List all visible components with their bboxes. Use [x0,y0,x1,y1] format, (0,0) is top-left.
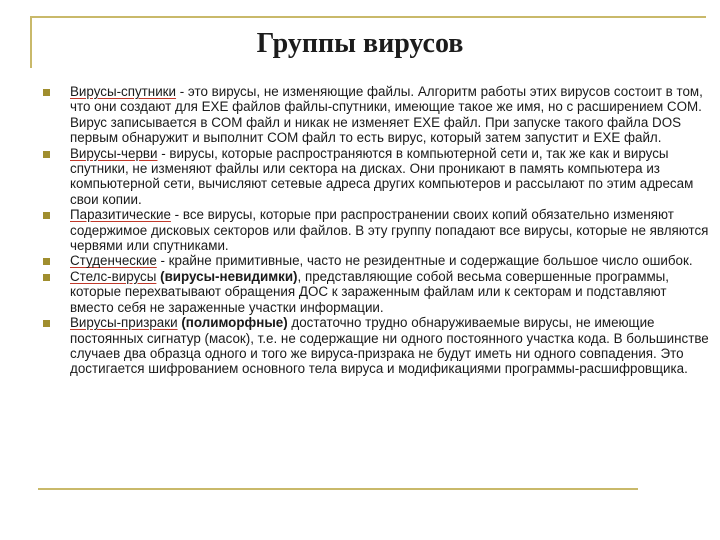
item-text: достаточно трудно обнаруживаемые вирусы, не имеющие постоянных сигнатур (масок), т.е. не содержащие ни одного постоянного участка кода. В большинстве случаев два образца одного и того же вируса-призрака не будут иметь ни одного совпадения. Это достигается шифрованием основного тела вируса и модификациями программы-расшифровщика. [70,315,709,377]
square-bullet-icon [43,151,50,158]
frame-top-line [30,16,706,18]
term-link[interactable]: Вирусы-спутники [70,84,177,99]
frame-bottom-line [38,488,638,490]
slide-title: Группы вирусов [256,28,464,59]
term-link[interactable]: Вирусы-черви [70,145,158,161]
term-link[interactable]: Студенческие [70,253,157,269]
item-text: - все вирусы, которые при распространении своих копий обязательно изменяют содержимое дисковых секторов или файлов. В эту группу попадают все вирусы, которые не являются червями или спутниками. [70,207,709,254]
list-item-parasitic [40,207,710,253]
term-link[interactable]: Стелс-вирусы [70,268,157,284]
term-link[interactable]: Вирусы-призраки [70,315,178,331]
square-bullet-icon [43,320,50,327]
term-link[interactable]: Паразитические [70,207,171,223]
item-bold-text: (вирусы-невидимки) [156,268,298,284]
list-item-satellite [40,84,710,146]
list-item-worms [40,146,710,208]
list-item-student [40,253,710,268]
square-bullet-icon [43,274,50,281]
square-bullet-icon [43,89,50,96]
square-bullet-icon [43,258,50,265]
square-bullet-icon [43,212,50,219]
item-text: - крайне примитивные, часто не резидентные и содержащие большое число ошибок. [156,253,693,269]
list-item-polymorphic [40,315,710,377]
item-bold-text: (полиморфные) [177,315,288,331]
list-item-stealth [40,269,710,315]
item-text: , представляющие собой весьма совершенные программы, которые перехватывают обращения ДОС к зараженным файлам или к секторам и подставляют вместо себя не зараженные участки информации. [70,268,670,315]
item-text: - это вирусы, не изменяющие файлы. Алгоритм работы этих вирусов состоит в том, что они создают для EXE файлов файлы-спутники, имеющие такое же имя, но с расширением COM. Вирус записывается в COM файл и никак не изменяет EXE файл. При запуске такого файла DOS первым обнаружит и выполнит COM файл то есть вирус, который затем запустит и EXE файл. [70,84,703,146]
item-text: - вирусы, которые распространяются в компьютерной сети и, так же как и вирусы спутники, не изменяют файлы или сектора на дисках. Они проникают в память компьютера из компьютерной сети, вычисляют сетевые адреса других компьютеров и рассылают по этим адресам свои копии. [70,145,694,207]
virus-groups-list [40,84,710,377]
